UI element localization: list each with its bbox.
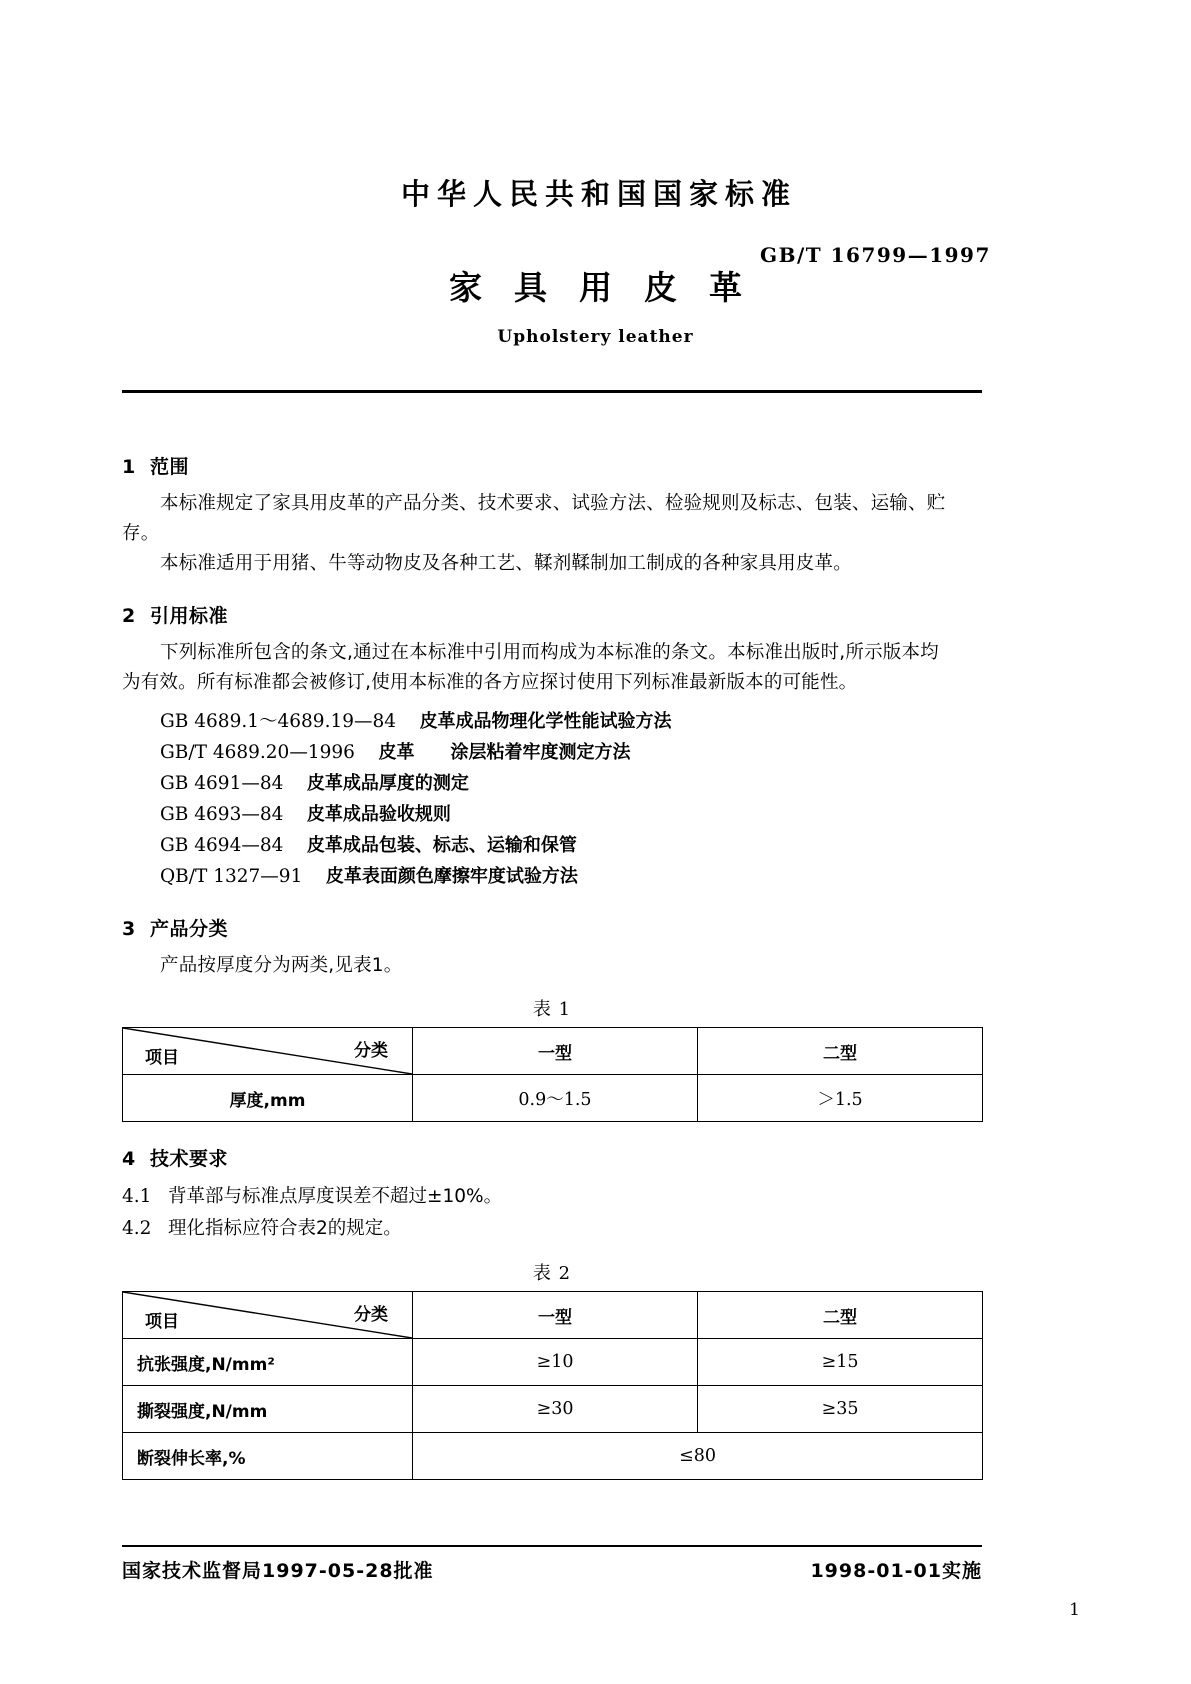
table2-corner-header [123, 1292, 413, 1339]
table1-caption: 表 1 [532, 999, 572, 1020]
table1-column-header: 二型 [698, 1028, 983, 1075]
table2-merged-cell: ≤80 [413, 1433, 983, 1480]
reference-item [122, 706, 982, 737]
spacer [122, 698, 982, 706]
document-body [122, 430, 982, 1480]
table1-item-label: 项目 [145, 1048, 179, 1068]
table-classification [122, 1027, 983, 1122]
references-paragraph-2: 为有效。所有标准都会被修订,使用本标准的各方应探讨使用下列标准最新版本的可能性。 [122, 672, 858, 693]
reference-item [122, 830, 982, 861]
table2-cell: ≥30 [413, 1386, 698, 1433]
reference-title: 皮革表面颜色摩擦牢度试验方法 [325, 866, 578, 887]
table-row [123, 1386, 983, 1433]
table2-row-label: 断裂伸长率,% [123, 1433, 413, 1480]
table2-column-header: 二型 [698, 1292, 983, 1339]
reference-code: GB 4691—84 [160, 773, 284, 794]
clause-4-1 [122, 1181, 982, 1213]
table2-cell: ≥35 [698, 1386, 983, 1433]
scope-paragraph-2: 本标准适用于用猪、牛等动物皮及各种工艺、鞣剂鞣制加工制成的各种家具用皮革。 [160, 553, 852, 574]
table-row [123, 1339, 983, 1386]
table2-item-label: 项目 [145, 1312, 179, 1332]
section-title-2: 引用标准 [150, 605, 229, 627]
clause-text-4-2: 理化指标应符合表2的规定。 [168, 1218, 402, 1239]
section-heading-scope [122, 452, 982, 479]
page-number: 1 [1069, 1600, 1080, 1620]
section-title-1: 范围 [150, 456, 190, 478]
table1-cell: ＞1.5 [698, 1075, 983, 1122]
section-heading-product-classification [122, 914, 982, 941]
implementation-date: 1998-01-01实施 [810, 1560, 982, 1582]
reference-title: 皮革 涂层粘着牢度测定方法 [378, 742, 631, 763]
table1-class-label: 分类 [354, 1041, 388, 1061]
masthead [0, 172, 1191, 213]
page-footer [122, 1556, 982, 1583]
table1-row-label: 厚度,mm [123, 1075, 413, 1122]
section-number-1: 1 [122, 456, 136, 478]
reference-title: 皮革成品物理化学性能试验方法 [419, 711, 672, 732]
table2-class-label: 分类 [354, 1305, 388, 1325]
standard-number: GB/T 16799—1997 [760, 243, 991, 267]
page-title: 家具用皮革 [449, 268, 774, 307]
clause-4-2 [122, 1213, 982, 1245]
approval-statement: 国家技术监督局1997-05-28批准 [122, 1560, 434, 1582]
table2-row-label: 抗张强度,N/mm² [123, 1339, 413, 1386]
section-title-3: 产品分类 [150, 918, 229, 940]
section-heading-technical-requirements [122, 1144, 982, 1171]
footer-divider [122, 1545, 982, 1547]
table1-corner-header [123, 1028, 413, 1075]
clause-text-4-1: 背革部与标准点厚度误差不超过±10%。 [168, 1186, 503, 1207]
header-divider [122, 390, 982, 393]
section-number-2: 2 [122, 605, 136, 627]
reference-code: GB/T 4689.20—1996 [160, 742, 355, 763]
reference-code: QB/T 1327—91 [160, 866, 303, 887]
clause-number-4-2: 4.2 [122, 1218, 152, 1239]
table-row [123, 1433, 983, 1480]
reference-code: GB 4694—84 [160, 835, 284, 856]
section-heading-normative-references [122, 601, 982, 628]
table-row [123, 1075, 983, 1122]
national-standard-line: 中华人民共和国国家标准 [400, 177, 797, 211]
reference-code: GB 4689.1～4689.19—84 [160, 711, 397, 732]
clause-number-4-1: 4.1 [122, 1186, 152, 1207]
reference-code: GB 4693—84 [160, 804, 284, 825]
section-number-4: 4 [122, 1148, 136, 1170]
reference-title: 皮革成品验收规则 [306, 804, 451, 825]
table-row [123, 1292, 983, 1339]
reference-title: 皮革成品厚度的测定 [306, 773, 469, 794]
reference-title: 皮革成品包装、标志、运输和保管 [306, 835, 577, 856]
references-paragraph-1: 下列标准所包含的条文,通过在本标准中引用而构成为本标准的条文。本标准出版时,所示版本均 [160, 642, 939, 663]
reference-item [122, 861, 982, 892]
classification-paragraph: 产品按厚度分为两类,见表1。 [160, 955, 403, 976]
table-physical-chemical-requirements [122, 1291, 983, 1480]
reference-item [122, 799, 982, 830]
table2-row-label: 撕裂强度,N/mm [123, 1386, 413, 1433]
table2-cell: ≥15 [698, 1339, 983, 1386]
reference-item [122, 737, 982, 768]
section-title-4: 技术要求 [150, 1148, 229, 1170]
table2-caption: 表 2 [532, 1263, 572, 1284]
english-subtitle: Upholstery leather [497, 327, 694, 347]
table2-cell: ≥10 [413, 1339, 698, 1386]
table1-column-header: 一型 [413, 1028, 698, 1075]
table-row [123, 1028, 983, 1075]
table2-column-header: 一型 [413, 1292, 698, 1339]
scope-paragraph-1: 本标准规定了家具用皮革的产品分类、技术要求、试验方法、检验规则及标志、包装、运输、贮存。 [122, 493, 946, 544]
reference-item [122, 768, 982, 799]
section-number-3: 3 [122, 918, 136, 940]
table1-cell: 0.9～1.5 [413, 1075, 698, 1122]
